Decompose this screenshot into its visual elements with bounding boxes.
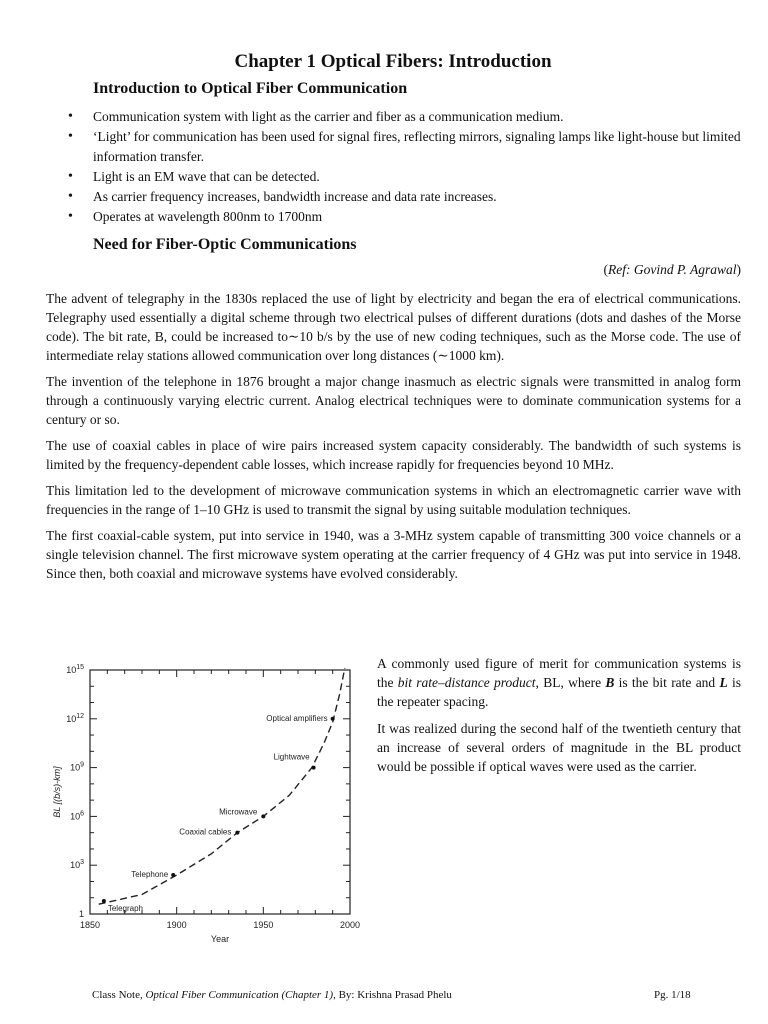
- x-axis-label: Year: [210, 934, 230, 944]
- paragraph: The first coaxial-cable system, put into service in 1940, was a 3-MHz system capable of transmitting 300 voice channels or a single television channel. The first microwave system operating at the carrier frequency of 4 GHz was put into service in 1948. Since then, both coaxial and microwave systems have evolved considerably.: [46, 528, 741, 581]
- footer-note: [92, 989, 452, 1001]
- y-axis-label: BL [(b/s)-km]: [52, 766, 62, 818]
- bullet-item: • ‘Light’ for communication has been used for signal fires, reflecting mirrors, signaling lamps like light-house but limited information transfer.: [66, 127, 742, 167]
- data-point: [235, 831, 239, 835]
- reference-note: [604, 262, 742, 278]
- data-point: [312, 766, 316, 770]
- point-label: Lightwave: [273, 752, 310, 762]
- y-tick-label: $10^3$: [70, 859, 84, 871]
- bullet-item: • As carrier frequency increases, bandwidth increase and data rate increases.: [66, 187, 742, 207]
- data-point: [171, 873, 175, 877]
- bullet-item: • Light is an EM wave that can be detected.: [66, 167, 742, 187]
- footer-author: , By: Krishna Prasad Phelu: [333, 989, 452, 1001]
- chapter-title: Chapter 1 Optical Fibers: Introduction: [234, 51, 552, 72]
- reference-text: Ref: Govind P. Agrawal: [608, 262, 737, 277]
- x-tick-label: 1900: [166, 920, 187, 930]
- section-heading-intro: Introduction to Optical Fiber Communication: [93, 80, 408, 97]
- side-paragraph-2: It was realized during the second half of the twentieth century that an increase of several orders of magnitude in the BL product would be possible if optical waves were used as the carrier.: [377, 721, 741, 774]
- plot-frame: [90, 670, 350, 914]
- point-label: Microwave: [219, 807, 258, 817]
- side-text-run: is the bit rate and: [614, 675, 720, 690]
- bullet-list: [66, 107, 742, 227]
- data-point: [261, 814, 265, 818]
- y-tick-label: $10^{15}$: [66, 664, 84, 675]
- footer-course: Optical Fiber Communication (Chapter 1): [145, 989, 334, 1001]
- data-point: [331, 717, 335, 721]
- bl-trend-line: [99, 668, 345, 904]
- footer-prefix: Class Note,: [92, 989, 146, 1001]
- page-number: Pg. 1/18: [654, 989, 691, 1001]
- side-text-run: A commonly used figure of merit for communication systems is the: [377, 656, 741, 690]
- side-text-run: , BL, where: [535, 675, 606, 690]
- point-label: Telegraph: [107, 903, 144, 913]
- paragraph: The advent of telegraphy in the 1830s replaced the use of light by electricity and began the era of electrical communications. Telegraphy used essentially a digital scheme through two electrical pulses of different durations (dots and dashes of the Morse code). The bit rate, B, could be increased to∼10 b/s by the use of new coding techniques, such as the Morse code. The use of intermediate relay stations allowed communication over long distances (∼1000 km).: [46, 291, 741, 363]
- side-text: [377, 654, 741, 784]
- section-heading-need: Need for Fiber-Optic Communications: [93, 236, 357, 253]
- side-paragraph-1: [377, 654, 741, 711]
- body-text: [46, 289, 741, 590]
- x-tick-label: 2000: [339, 920, 361, 930]
- ref-paren-open: (: [603, 262, 608, 277]
- side-text-bold-italic: B: [605, 675, 615, 690]
- x-tick-label: 1950: [253, 920, 274, 930]
- point-label: Coaxial cables: [179, 827, 232, 837]
- data-point: [102, 899, 106, 903]
- bl-product-chart: [44, 658, 374, 958]
- y-tick-label: $10^6$: [70, 810, 84, 822]
- side-text-bold-italic: L: [719, 675, 728, 690]
- y-tick-label: 1: [78, 909, 84, 919]
- bullet-item: • Operates at wavelength 800nm to 1700nm: [66, 207, 742, 227]
- bullet-item: • Communication system with light as the carrier and fiber as a communication medium.: [66, 107, 742, 127]
- paragraph: The use of coaxial cables in place of wire pairs increased system capacity considerably. The bandwidth of such systems is limited by the frequency-dependent cable losses, which increase rapidly for frequencies beyond 10 MHz.: [46, 438, 741, 472]
- ref-paren-close: ): [736, 262, 741, 277]
- point-label: Telephone: [131, 869, 169, 879]
- y-tick-label: $10^9$: [70, 761, 84, 773]
- paragraph: This limitation led to the development of microwave communication systems in which an electromagnetic carrier wave with frequencies in the range of 1–10 GHz is used to transmit the signal by using suitable modulation techniques.: [46, 483, 741, 517]
- side-text-italic: bit rate–distance product: [397, 675, 536, 690]
- y-tick-label: $10^{12}$: [66, 712, 84, 724]
- paragraph: The invention of the telephone in 1876 brought a major change inasmuch as electric signals were transmitted in analog form through a continuously varying electric current. Analog electrical techniques were to dominate communication systems for a century or so.: [46, 374, 741, 427]
- side-text-run: is the repeater spacing.: [377, 675, 741, 709]
- point-label: Optical amplifiers: [266, 713, 328, 723]
- x-tick-label: 1850: [79, 920, 101, 930]
